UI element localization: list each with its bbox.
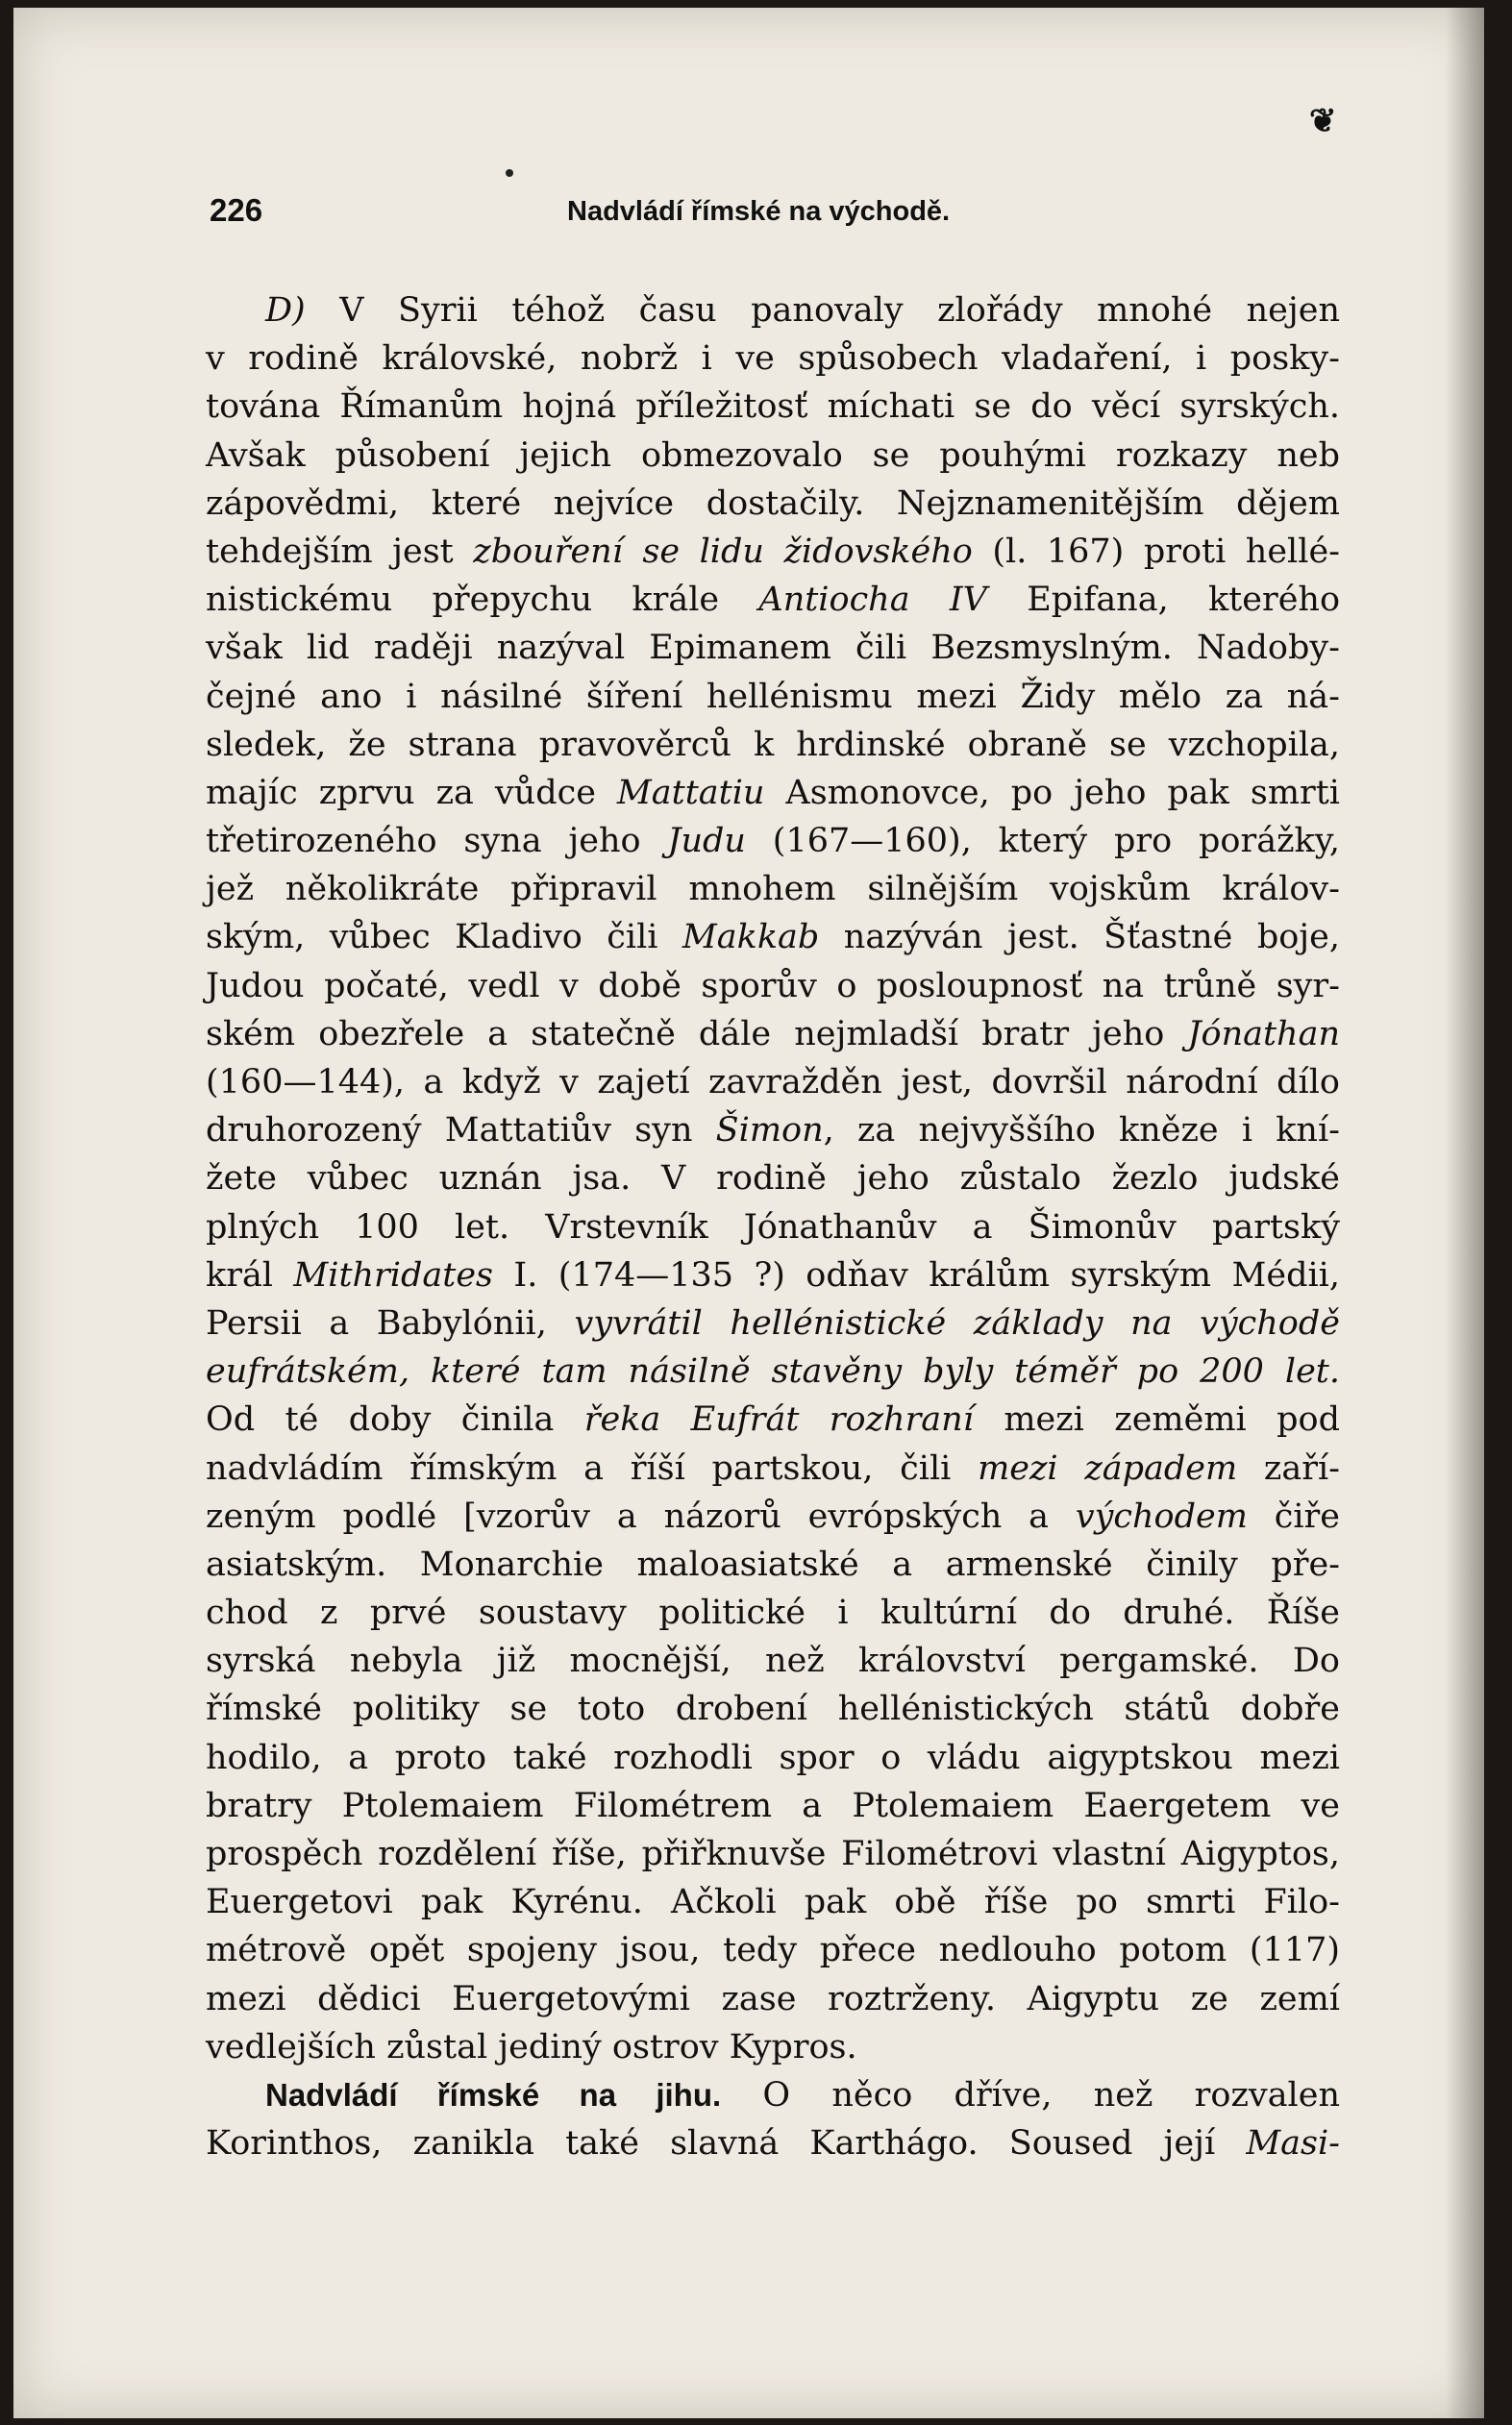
text-segment: třetirozeného syna jeho — [206, 822, 668, 861]
text-segment: Asmonovce, po jeho pak smrti — [764, 773, 1341, 812]
text-segment: nazýván jest. Šťastné boje, — [819, 918, 1340, 957]
bold-heading-text: Nadvládí římské na jihu. — [265, 2076, 722, 2113]
text-line — [206, 1445, 1340, 1493]
text-line — [206, 2071, 1340, 2119]
text-segment: král — [206, 1255, 294, 1295]
text-line — [206, 673, 1340, 721]
text-line — [206, 1299, 1340, 1348]
text-line — [206, 1251, 1340, 1299]
text-segment: Avšak působení jejich obmezovalo se pouhými rozkazy neb — [206, 435, 1340, 475]
running-title: Nadvládí římské na východě. — [567, 196, 951, 227]
text-line — [206, 1878, 1340, 1926]
text-segment: nadvládím římským a říší partskou, čili — [206, 1448, 979, 1488]
text-line — [206, 480, 1340, 528]
text-segment: ským, vůbec Kladivo čili — [206, 918, 682, 957]
text-segment: plných 100 let. Vrstevník Jónathanův a Šimonův partský — [206, 1207, 1340, 1247]
text-segment: majíc zprvu za vůdce — [206, 773, 617, 812]
italic-text: eufrátském, které tam násilně stavěny byly téměř po 200 let. — [206, 1352, 1340, 1392]
text-line — [206, 1734, 1340, 1782]
italic-text: Mithridates — [293, 1255, 493, 1295]
book-page — [13, 8, 1484, 2418]
text-line — [206, 817, 1340, 865]
ink-dot — [506, 169, 513, 177]
text-segment: sledek, že strana pravověrců k hrdinské obraně se vzchopila, — [206, 725, 1340, 764]
text-segment: tehdejším jest — [206, 532, 474, 571]
text-segment: vedlejších zůstal jediný ostrov Kypros. — [206, 2027, 857, 2066]
italic-text: D) — [265, 291, 306, 330]
text-segment: římské politiky se toto drobení hellénistických států dobře — [206, 1690, 1340, 1729]
text-line — [206, 1348, 1340, 1396]
text-segment: (l. 167) proti hellé- — [972, 532, 1340, 571]
text-segment: bratry Ptolemaiem Filométrem a Ptolemaiem Eaergetem ve — [206, 1786, 1340, 1825]
body-text — [206, 286, 1340, 2167]
text-line — [206, 1685, 1340, 1733]
text-segment: chod z prvé soustavy politické i kultúrní do druhé. Říše — [206, 1594, 1340, 1633]
text-line — [206, 1010, 1340, 1058]
text-segment: mezi zeměmi pod — [973, 1400, 1340, 1440]
text-segment: hodilo, a proto také rozhodli spor o vládu aigyptskou mezi — [206, 1738, 1340, 1777]
text-line — [206, 865, 1340, 913]
text-segment: jež několikráte připravil mnohem silnějším vojskům králov- — [206, 870, 1340, 909]
text-line — [206, 913, 1340, 961]
text-segment: ském obezřele a statečně dále nejmladší bratr jeho — [206, 1014, 1188, 1053]
italic-text: Mattatiu — [616, 773, 765, 812]
text-segment: Od té doby činila — [206, 1400, 584, 1440]
italic-text: Masi- — [1246, 2124, 1340, 2164]
text-line — [206, 2119, 1340, 2167]
text-segment: mezi dědici Euergetovými zase roztrženy. Aigyptu ze zemí — [206, 1979, 1340, 2018]
text-segment: (160—144), a když v zajetí zavražděn jest, dovršil národní dílo — [206, 1063, 1340, 1101]
italic-text: Šimon — [715, 1111, 824, 1151]
italic-text: východem — [1075, 1497, 1248, 1536]
text-segment: nistickému přepychu krále — [206, 581, 759, 620]
text-line — [206, 1975, 1340, 2023]
text-line — [206, 1058, 1340, 1106]
text-segment: O něco dříve, než rozvalen — [721, 2075, 1341, 2115]
text-segment: zeným podlé [vzorův a názorů evrópských a — [206, 1497, 1076, 1536]
text-segment: I. (174—135 ?) odňav králům syrským Médii, — [493, 1255, 1340, 1295]
italic-text: Judu — [667, 822, 746, 861]
text-line — [206, 1830, 1340, 1878]
text-line — [206, 1926, 1340, 1974]
text-line — [206, 2023, 1340, 2071]
text-line — [206, 432, 1340, 480]
text-segment: žete vůbec uznán jsa. V rodině jeho zůstalo žezlo judské — [206, 1159, 1340, 1199]
text-line — [206, 1589, 1340, 1637]
text-line — [206, 576, 1340, 624]
text-segment: Epifana, kterého — [986, 581, 1341, 620]
text-line — [206, 334, 1340, 383]
text-segment: métrově opět spojeny jsou, tedy přece nedlouho potom (117) — [206, 1931, 1340, 1970]
text-line — [206, 769, 1340, 817]
page-number: 226 — [210, 192, 263, 228]
text-segment: asiatským. Monarchie maloasiatské a armenské činily pře- — [206, 1545, 1340, 1584]
text-segment: v rodině královské, nobrž i ve spůsobech vladaření, i posky- — [206, 339, 1340, 379]
text-line — [206, 1541, 1340, 1589]
text-line — [206, 1637, 1340, 1685]
text-segment: zápovědmi, které nejvíce dostačily. Nejznamenitějším dějem — [206, 483, 1340, 523]
text-line — [206, 286, 1340, 334]
text-line — [206, 1493, 1340, 1541]
italic-text: vyvrátil hellénistické základy na východě — [574, 1303, 1340, 1343]
italic-text: Makkab — [682, 918, 820, 957]
text-line — [206, 383, 1340, 431]
corner-ornament: ❦ — [1309, 102, 1337, 140]
text-segment: Korinthos, zanikla také slavná Karthágo. Soused její — [206, 2124, 1247, 2164]
text-segment: Judou počaté, vedl v době sporův o posloupnosť na trůně syr- — [206, 966, 1340, 1005]
text-line — [206, 1154, 1340, 1202]
text-segment: tována Římanům hojná příležitosť míchati se do věcí syrských. — [206, 387, 1340, 427]
text-segment: , za nejvyššího kněze i kní- — [823, 1111, 1340, 1151]
text-line — [206, 1782, 1340, 1830]
text-segment: Euergetovi pak Kyrénu. Ačkoli pak obě říše po smrti Filo- — [206, 1883, 1340, 1922]
text-segment: Persii a Babylónii, — [206, 1303, 575, 1343]
italic-text: řeka Eufrát rozhraní — [583, 1400, 974, 1440]
italic-text: Jónathan — [1187, 1014, 1340, 1053]
text-segment: zaří- — [1237, 1448, 1340, 1488]
italic-text: Antiocha IV — [758, 581, 987, 620]
text-segment: druhorozený Mattatiův syn — [206, 1111, 716, 1151]
text-line — [206, 1106, 1340, 1154]
text-line — [206, 1203, 1340, 1251]
italic-text: zbouření se lidu židovského — [473, 532, 973, 571]
text-segment: prospěch rozdělení říše, přiřknuvše Filométrovi vlastní Aigyptos, — [206, 1835, 1340, 1873]
text-segment: syrská nebyla již mocnější, než království pergamské. Do — [206, 1642, 1340, 1681]
text-segment: čiře — [1247, 1497, 1340, 1536]
text-line — [206, 624, 1340, 672]
text-segment: čejné ano i násilné šíření hellénismu mezi Židy mělo za ná- — [206, 677, 1340, 716]
text-segment: (167—160), který pro porážky, — [745, 822, 1340, 861]
text-line — [206, 721, 1340, 769]
italic-text: mezi západem — [978, 1448, 1238, 1488]
page-edge-shadow — [1446, 8, 1484, 2418]
page-header — [196, 192, 1350, 240]
text-segment: V Syrii téhož času panovaly zlořády mnohé nejen — [305, 291, 1340, 330]
text-line — [206, 1396, 1340, 1444]
text-line — [206, 528, 1340, 576]
text-line — [206, 962, 1340, 1010]
text-segment: však lid raději nazýval Epimanem čili Bezsmyslným. Nadoby- — [206, 629, 1340, 668]
